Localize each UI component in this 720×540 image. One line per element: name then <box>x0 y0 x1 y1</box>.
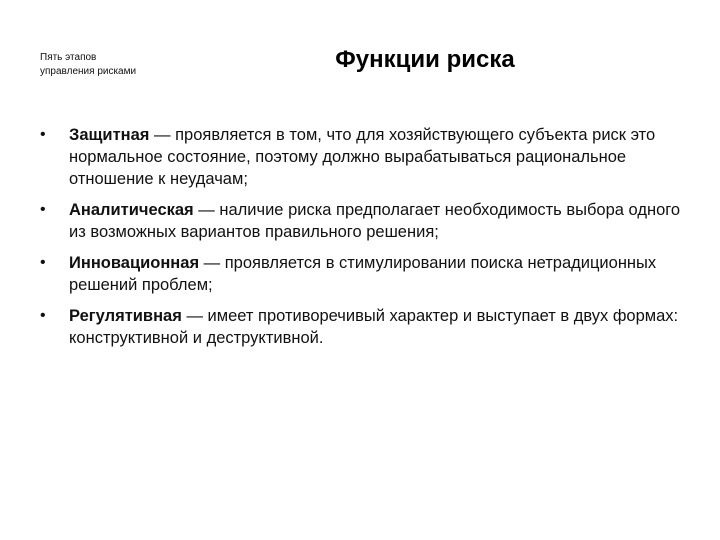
bullet-description: — проявляется в том, что для хозяйствующего субъекта риск это нормальное состояние, поэтому должно вырабатываться рациональное отношение к неудачам; <box>69 126 656 188</box>
corner-caption <box>40 51 180 79</box>
bullet-item-regulatory <box>40 305 690 349</box>
corner-caption-line-1: Пять этапов <box>40 52 97 63</box>
bullet-icon: • <box>40 307 46 324</box>
bullet-item-innovative <box>40 252 690 296</box>
slide-title: Функции риска <box>335 46 515 73</box>
corner-caption-line-2: управления рисками <box>40 66 137 77</box>
bullet-description: — имеет противоречивый характер и выступает в двух формах: конструктивной и деструктивной. <box>69 307 679 347</box>
bullet-term: Аналитическая <box>69 201 194 219</box>
bullet-icon: • <box>40 126 46 143</box>
bullet-description: — проявляется в стимулировании поиска нетрадиционных решений проблем; <box>69 254 657 294</box>
bullet-term: Регулятивная <box>69 307 182 325</box>
bullet-icon: • <box>40 201 46 218</box>
bullet-icon: • <box>40 254 46 271</box>
bullet-term: Инновационная <box>69 254 200 272</box>
bullet-item-analytical <box>40 199 690 243</box>
bullet-term: Защитная <box>69 126 150 144</box>
bullet-description: — наличие риска предполагает необходимость выбора одного из возможных вариантов правильного решения; <box>69 201 681 241</box>
bullet-item-protective <box>40 124 690 190</box>
bullet-list <box>40 124 690 358</box>
